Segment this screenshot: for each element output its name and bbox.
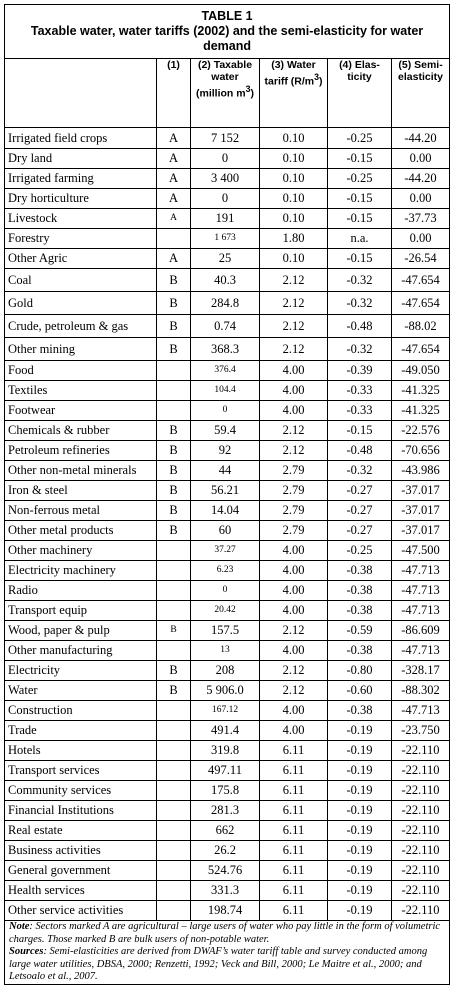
taxable-water-cell: 208 — [191, 661, 260, 681]
header-water-tariff-sup: 3 — [314, 72, 319, 82]
elasticity-cell: -0.25 — [328, 169, 392, 189]
semi-elasticity-cell: 0.00 — [392, 189, 450, 209]
elasticity-cell: -0.27 — [328, 501, 392, 521]
elasticity-cell: -0.19 — [328, 721, 392, 741]
elasticity-cell: -0.33 — [328, 381, 392, 401]
elasticity-cell: -0.32 — [328, 269, 392, 292]
sector-cell: Hotels — [5, 741, 157, 761]
taxable-water-cell: 25 — [191, 249, 260, 269]
semi-elasticity-cell: -328.17 — [392, 661, 450, 681]
table-row — [5, 581, 450, 601]
elasticity-cell: n.a. — [328, 229, 392, 249]
sector-cell: Other manufacturing — [5, 641, 157, 661]
code-cell: B — [157, 661, 191, 681]
elasticity-cell: -0.48 — [328, 441, 392, 461]
semi-elasticity-cell: 0.00 — [392, 149, 450, 169]
semi-elasticity-cell: -47.500 — [392, 541, 450, 561]
header-taxable-water — [191, 59, 260, 128]
sector-cell: Dry land — [5, 149, 157, 169]
water-tariff-cell: 6.11 — [260, 841, 328, 861]
semi-elasticity-cell: -22.110 — [392, 821, 450, 841]
table-title-cell — [5, 5, 450, 59]
sector-cell: Other Agric — [5, 249, 157, 269]
sector-cell: Community services — [5, 781, 157, 801]
table-row — [5, 249, 450, 269]
table-row — [5, 169, 450, 189]
elasticity-cell: -0.19 — [328, 881, 392, 901]
taxable-water-cell: 662 — [191, 821, 260, 841]
taxable-water-cell: 13 — [191, 641, 260, 661]
semi-elasticity-cell: -37.017 — [392, 521, 450, 541]
semi-elasticity-cell: -22.110 — [392, 861, 450, 881]
elasticity-cell: -0.19 — [328, 861, 392, 881]
water-tariff-cell: 6.11 — [260, 861, 328, 881]
semi-elasticity-cell: -47.654 — [392, 292, 450, 315]
table-row — [5, 338, 450, 361]
semi-elasticity-cell: -22.576 — [392, 421, 450, 441]
taxable-water-cell: 319.8 — [191, 741, 260, 761]
table-row — [5, 149, 450, 169]
semi-elasticity-cell: -70.656 — [392, 441, 450, 461]
header-sector — [5, 59, 157, 128]
elasticity-cell: -0.32 — [328, 461, 392, 481]
elasticity-cell: -0.38 — [328, 641, 392, 661]
taxable-water-cell: 1 673 — [191, 229, 260, 249]
elasticity-cell: -0.15 — [328, 189, 392, 209]
code-cell — [157, 841, 191, 861]
sector-cell: Wood, paper & pulp — [5, 621, 157, 641]
table-row — [5, 641, 450, 661]
code-cell — [157, 229, 191, 249]
semi-elasticity-cell: -22.110 — [392, 901, 450, 921]
semi-elasticity-cell: -23.750 — [392, 721, 450, 741]
elasticity-cell: -0.19 — [328, 821, 392, 841]
table-row — [5, 189, 450, 209]
code-cell: B — [157, 269, 191, 292]
sector-cell: Construction — [5, 701, 157, 721]
elasticity-cell: -0.27 — [328, 521, 392, 541]
taxable-water-cell: 20.42 — [191, 601, 260, 621]
water-tariff-cell: 0.10 — [260, 128, 328, 149]
elasticity-cell: -0.38 — [328, 561, 392, 581]
semi-elasticity-cell: -37.017 — [392, 501, 450, 521]
water-tariff-cell: 6.11 — [260, 761, 328, 781]
elasticity-cell: -0.27 — [328, 481, 392, 501]
water-tariff-cell: 2.12 — [260, 681, 328, 701]
sector-cell: General government — [5, 861, 157, 881]
taxable-water-cell: 175.8 — [191, 781, 260, 801]
code-cell — [157, 701, 191, 721]
table-row — [5, 801, 450, 821]
water-tariff-cell: 2.79 — [260, 461, 328, 481]
table-row — [5, 901, 450, 921]
sector-cell: Transport equip — [5, 601, 157, 621]
elasticity-cell: -0.38 — [328, 601, 392, 621]
semi-elasticity-cell: 0.00 — [392, 229, 450, 249]
table-row — [5, 292, 450, 315]
sector-cell: Chemicals & rubber — [5, 421, 157, 441]
elasticity-cell: -0.19 — [328, 901, 392, 921]
sector-cell: Petroleum refineries — [5, 441, 157, 461]
taxable-water-cell: 368.3 — [191, 338, 260, 361]
table-row — [5, 381, 450, 401]
taxable-water-cell: 44 — [191, 461, 260, 481]
table-row — [5, 721, 450, 741]
water-tariff-cell: 2.12 — [260, 661, 328, 681]
water-tariff-cell: 4.00 — [260, 701, 328, 721]
elasticity-cell: -0.15 — [328, 249, 392, 269]
water-tariff-cell: 2.12 — [260, 338, 328, 361]
semi-elasticity-cell: -47.654 — [392, 269, 450, 292]
table-number: TABLE 1 — [201, 9, 253, 23]
code-cell — [157, 381, 191, 401]
code-cell: B — [157, 681, 191, 701]
sector-cell: Health services — [5, 881, 157, 901]
sector-cell: Electricity machinery — [5, 561, 157, 581]
taxable-water-cell: 3 400 — [191, 169, 260, 189]
sector-cell: Other service activities — [5, 901, 157, 921]
code-cell — [157, 361, 191, 381]
water-tariff-cell: 6.11 — [260, 881, 328, 901]
sector-cell: Food — [5, 361, 157, 381]
sector-cell: Irrigated farming — [5, 169, 157, 189]
sources-label: Sources — [9, 946, 44, 957]
sector-cell: Coal — [5, 269, 157, 292]
code-cell: B — [157, 621, 191, 641]
table-row — [5, 821, 450, 841]
code-cell: B — [157, 521, 191, 541]
water-tariff-cell: 4.00 — [260, 601, 328, 621]
taxable-water-cell: 331.3 — [191, 881, 260, 901]
code-cell: A — [157, 189, 191, 209]
code-cell — [157, 541, 191, 561]
semi-elasticity-cell: -47.713 — [392, 561, 450, 581]
table-row — [5, 621, 450, 641]
water-tariff-cell: 4.00 — [260, 541, 328, 561]
sector-cell: Financial Institutions — [5, 801, 157, 821]
taxable-water-cell: 0.74 — [191, 315, 260, 338]
water-tariff-cell: 0.10 — [260, 249, 328, 269]
water-tariff-cell: 4.00 — [260, 641, 328, 661]
elasticity-cell: -0.19 — [328, 781, 392, 801]
water-tariff-cell: 2.79 — [260, 501, 328, 521]
sector-cell: Other machinery — [5, 541, 157, 561]
sector-cell: Real estate — [5, 821, 157, 841]
sector-cell: Water — [5, 681, 157, 701]
semi-elasticity-cell: -37.73 — [392, 209, 450, 229]
header-water-tariff-close: ) — [318, 75, 323, 88]
taxable-water-cell: 491.4 — [191, 721, 260, 741]
sector-cell: Other mining — [5, 338, 157, 361]
table-row — [5, 661, 450, 681]
code-cell: B — [157, 441, 191, 461]
table-row — [5, 761, 450, 781]
sector-cell: Crude, petroleum & gas — [5, 315, 157, 338]
water-tariff-cell: 2.12 — [260, 441, 328, 461]
sector-cell: Gold — [5, 292, 157, 315]
taxable-water-cell: 281.3 — [191, 801, 260, 821]
code-cell — [157, 761, 191, 781]
water-tariff-cell: 4.00 — [260, 721, 328, 741]
taxable-water-cell: 7 152 — [191, 128, 260, 149]
taxable-water-cell: 37.27 — [191, 541, 260, 561]
elasticity-cell: -0.19 — [328, 741, 392, 761]
code-cell — [157, 401, 191, 421]
table-row — [5, 501, 450, 521]
header-water-tariff-text: (3) Water tariff (R/m — [264, 59, 316, 88]
code-cell: B — [157, 315, 191, 338]
semi-elasticity-cell: -22.110 — [392, 781, 450, 801]
code-cell: B — [157, 421, 191, 441]
taxable-water-cell: 40.3 — [191, 269, 260, 292]
code-cell: B — [157, 292, 191, 315]
taxable-water-cell: 59.4 — [191, 421, 260, 441]
semi-elasticity-cell: -41.325 — [392, 381, 450, 401]
sector-cell: Livestock — [5, 209, 157, 229]
table-row — [5, 681, 450, 701]
semi-elasticity-cell: -37.017 — [392, 481, 450, 501]
water-tariff-cell: 6.11 — [260, 821, 328, 841]
notes-row — [5, 921, 450, 985]
taxable-water-cell: 56.21 — [191, 481, 260, 501]
table-row — [5, 401, 450, 421]
table-row — [5, 561, 450, 581]
header-taxable-water-close: ) — [250, 87, 254, 100]
water-tariff-cell: 2.12 — [260, 621, 328, 641]
elasticity-cell: -0.60 — [328, 681, 392, 701]
semi-elasticity-cell: -88.02 — [392, 315, 450, 338]
note-paragraph — [9, 921, 445, 946]
taxable-water-cell: 0 — [191, 401, 260, 421]
sector-cell: Textiles — [5, 381, 157, 401]
semi-elasticity-cell: -22.110 — [392, 741, 450, 761]
code-cell — [157, 641, 191, 661]
code-cell: A — [157, 128, 191, 149]
elasticity-cell: -0.19 — [328, 761, 392, 781]
code-cell — [157, 801, 191, 821]
table-row — [5, 269, 450, 292]
header-code: (1) — [157, 59, 191, 128]
table-row — [5, 781, 450, 801]
taxable-water-cell: 0 — [191, 189, 260, 209]
semi-elasticity-cell: -22.110 — [392, 881, 450, 901]
taxable-water-cell: 0 — [191, 149, 260, 169]
table-row — [5, 861, 450, 881]
water-tariff-cell: 0.10 — [260, 209, 328, 229]
code-cell: A — [157, 149, 191, 169]
table-row — [5, 315, 450, 338]
water-tariff-cell: 0.10 — [260, 169, 328, 189]
sector-cell: Trade — [5, 721, 157, 741]
header-taxable-water-sup: 3 — [245, 84, 251, 94]
taxable-water-cell: 198.74 — [191, 901, 260, 921]
water-tariff-cell: 4.00 — [260, 581, 328, 601]
code-cell: B — [157, 501, 191, 521]
elasticity-cell: -0.25 — [328, 541, 392, 561]
water-tariff-cell: 2.12 — [260, 292, 328, 315]
taxable-water-cell: 167.12 — [191, 701, 260, 721]
elasticity-cell: -0.59 — [328, 621, 392, 641]
water-tariff-cell: 2.12 — [260, 315, 328, 338]
table-title: Taxable water, water tariffs (2002) and the semi-elasticity for water demand — [30, 24, 424, 53]
table-row — [5, 701, 450, 721]
sector-cell: Business activities — [5, 841, 157, 861]
water-tariff-cell: 4.00 — [260, 401, 328, 421]
elasticity-cell: -0.32 — [328, 338, 392, 361]
semi-elasticity-cell: -44.20 — [392, 128, 450, 149]
header-taxable-water-text: (2) Taxable water (million m — [196, 59, 253, 100]
table-row — [5, 841, 450, 861]
taxable-water-cell: 497.11 — [191, 761, 260, 781]
elasticity-cell: -0.38 — [328, 581, 392, 601]
sector-cell: Forestry — [5, 229, 157, 249]
header-row — [5, 59, 450, 128]
table-row — [5, 881, 450, 901]
taxable-water-cell: 284.8 — [191, 292, 260, 315]
water-tariff-cell: 0.10 — [260, 189, 328, 209]
sector-cell: Transport services — [5, 761, 157, 781]
taxable-water-cell: 157.5 — [191, 621, 260, 641]
header-elasticity: (4) Elas-ticity — [328, 59, 392, 128]
elasticity-cell: -0.15 — [328, 149, 392, 169]
semi-elasticity-cell: -22.110 — [392, 761, 450, 781]
sector-cell: Footwear — [5, 401, 157, 421]
code-cell — [157, 881, 191, 901]
taxable-water-cell: 60 — [191, 521, 260, 541]
code-cell — [157, 581, 191, 601]
water-tariff-cell: 6.11 — [260, 781, 328, 801]
taxable-water-cell: 5 906.0 — [191, 681, 260, 701]
table-row — [5, 521, 450, 541]
code-cell — [157, 821, 191, 841]
elasticity-cell: -0.19 — [328, 801, 392, 821]
taxable-water-cell: 92 — [191, 441, 260, 461]
water-tariff-cell: 1.80 — [260, 229, 328, 249]
water-tariff-cell: 6.11 — [260, 901, 328, 921]
table-row — [5, 601, 450, 621]
elasticity-cell: -0.39 — [328, 361, 392, 381]
code-cell — [157, 861, 191, 881]
sector-cell: Non-ferrous metal — [5, 501, 157, 521]
water-tariff-cell: 6.11 — [260, 741, 328, 761]
table-notes — [5, 921, 450, 985]
semi-elasticity-cell: -88.302 — [392, 681, 450, 701]
table-row — [5, 541, 450, 561]
taxable-water-cell: 376.4 — [191, 361, 260, 381]
code-cell — [157, 601, 191, 621]
code-cell: B — [157, 461, 191, 481]
taxable-water-cell: 104.4 — [191, 381, 260, 401]
water-tariff-cell: 2.79 — [260, 521, 328, 541]
semi-elasticity-cell: -41.325 — [392, 401, 450, 421]
elasticity-cell: -0.38 — [328, 701, 392, 721]
semi-elasticity-cell: -47.654 — [392, 338, 450, 361]
sector-cell: Electricity — [5, 661, 157, 681]
code-cell: A — [157, 209, 191, 229]
elasticity-cell: -0.15 — [328, 209, 392, 229]
water-tariff-cell: 4.00 — [260, 381, 328, 401]
note-label: Note — [9, 921, 30, 932]
elasticity-cell: -0.48 — [328, 315, 392, 338]
elasticity-cell: -0.80 — [328, 661, 392, 681]
table-row — [5, 128, 450, 149]
code-cell — [157, 721, 191, 741]
code-cell — [157, 561, 191, 581]
code-cell — [157, 901, 191, 921]
water-tariff-cell: 6.11 — [260, 801, 328, 821]
elasticity-cell: -0.25 — [328, 128, 392, 149]
semi-elasticity-cell: -47.713 — [392, 581, 450, 601]
table-row — [5, 209, 450, 229]
elasticity-cell: -0.33 — [328, 401, 392, 421]
header-semi-elasticity: (5) Semi-elasticity — [392, 59, 450, 128]
taxable-water-cell: 6.23 — [191, 561, 260, 581]
taxable-water-cell: 14.04 — [191, 501, 260, 521]
table-row — [5, 741, 450, 761]
sector-cell: Other metal products — [5, 521, 157, 541]
table-row — [5, 461, 450, 481]
table-row — [5, 361, 450, 381]
semi-elasticity-cell: -86.609 — [392, 621, 450, 641]
water-tariff-table — [4, 4, 450, 985]
semi-elasticity-cell: -22.110 — [392, 841, 450, 861]
sector-cell: Irrigated field crops — [5, 128, 157, 149]
table-row — [5, 481, 450, 501]
code-cell — [157, 741, 191, 761]
semi-elasticity-cell: -49.050 — [392, 361, 450, 381]
semi-elasticity-cell: -47.713 — [392, 601, 450, 621]
water-tariff-cell: 2.79 — [260, 481, 328, 501]
water-tariff-cell: 0.10 — [260, 149, 328, 169]
semi-elasticity-cell: -47.713 — [392, 641, 450, 661]
elasticity-cell: -0.19 — [328, 841, 392, 861]
water-tariff-cell: 2.12 — [260, 269, 328, 292]
code-cell: B — [157, 338, 191, 361]
note-text: : Sectors marked A are agricultural – large users of water who pay little in the form of volumetric charges. Those marked B are bulk users of non-potable water. — [9, 921, 441, 945]
semi-elasticity-cell: -47.713 — [392, 701, 450, 721]
header-water-tariff — [260, 59, 328, 128]
semi-elasticity-cell: -22.110 — [392, 801, 450, 821]
elasticity-cell: -0.15 — [328, 421, 392, 441]
sector-cell: Other non-metal minerals — [5, 461, 157, 481]
water-tariff-cell: 4.00 — [260, 361, 328, 381]
sector-cell: Dry horticulture — [5, 189, 157, 209]
semi-elasticity-cell: -26.54 — [392, 249, 450, 269]
sector-cell: Iron & steel — [5, 481, 157, 501]
code-cell: A — [157, 169, 191, 189]
table-row — [5, 441, 450, 461]
taxable-water-cell: 524.76 — [191, 861, 260, 881]
water-tariff-cell: 4.00 — [260, 561, 328, 581]
code-cell: B — [157, 481, 191, 501]
taxable-water-cell: 26.2 — [191, 841, 260, 861]
sources-text: : Semi-elasticities are derived from DWAF’s water tariff table and survey conducted among large water utilities, DBSA, 2000; Renzetti, 1992; Veck and Bill, 2000; Le Maitre et al., 2000; and Letsoalo et al., 2007. — [9, 946, 428, 982]
table-row — [5, 229, 450, 249]
code-cell — [157, 781, 191, 801]
table-row — [5, 421, 450, 441]
code-cell: A — [157, 249, 191, 269]
semi-elasticity-cell: -44.20 — [392, 169, 450, 189]
sector-cell: Radio — [5, 581, 157, 601]
sources-paragraph — [9, 946, 445, 984]
elasticity-cell: -0.32 — [328, 292, 392, 315]
water-tariff-cell: 2.12 — [260, 421, 328, 441]
taxable-water-cell: 0 — [191, 581, 260, 601]
semi-elasticity-cell: -43.986 — [392, 461, 450, 481]
taxable-water-cell: 191 — [191, 209, 260, 229]
